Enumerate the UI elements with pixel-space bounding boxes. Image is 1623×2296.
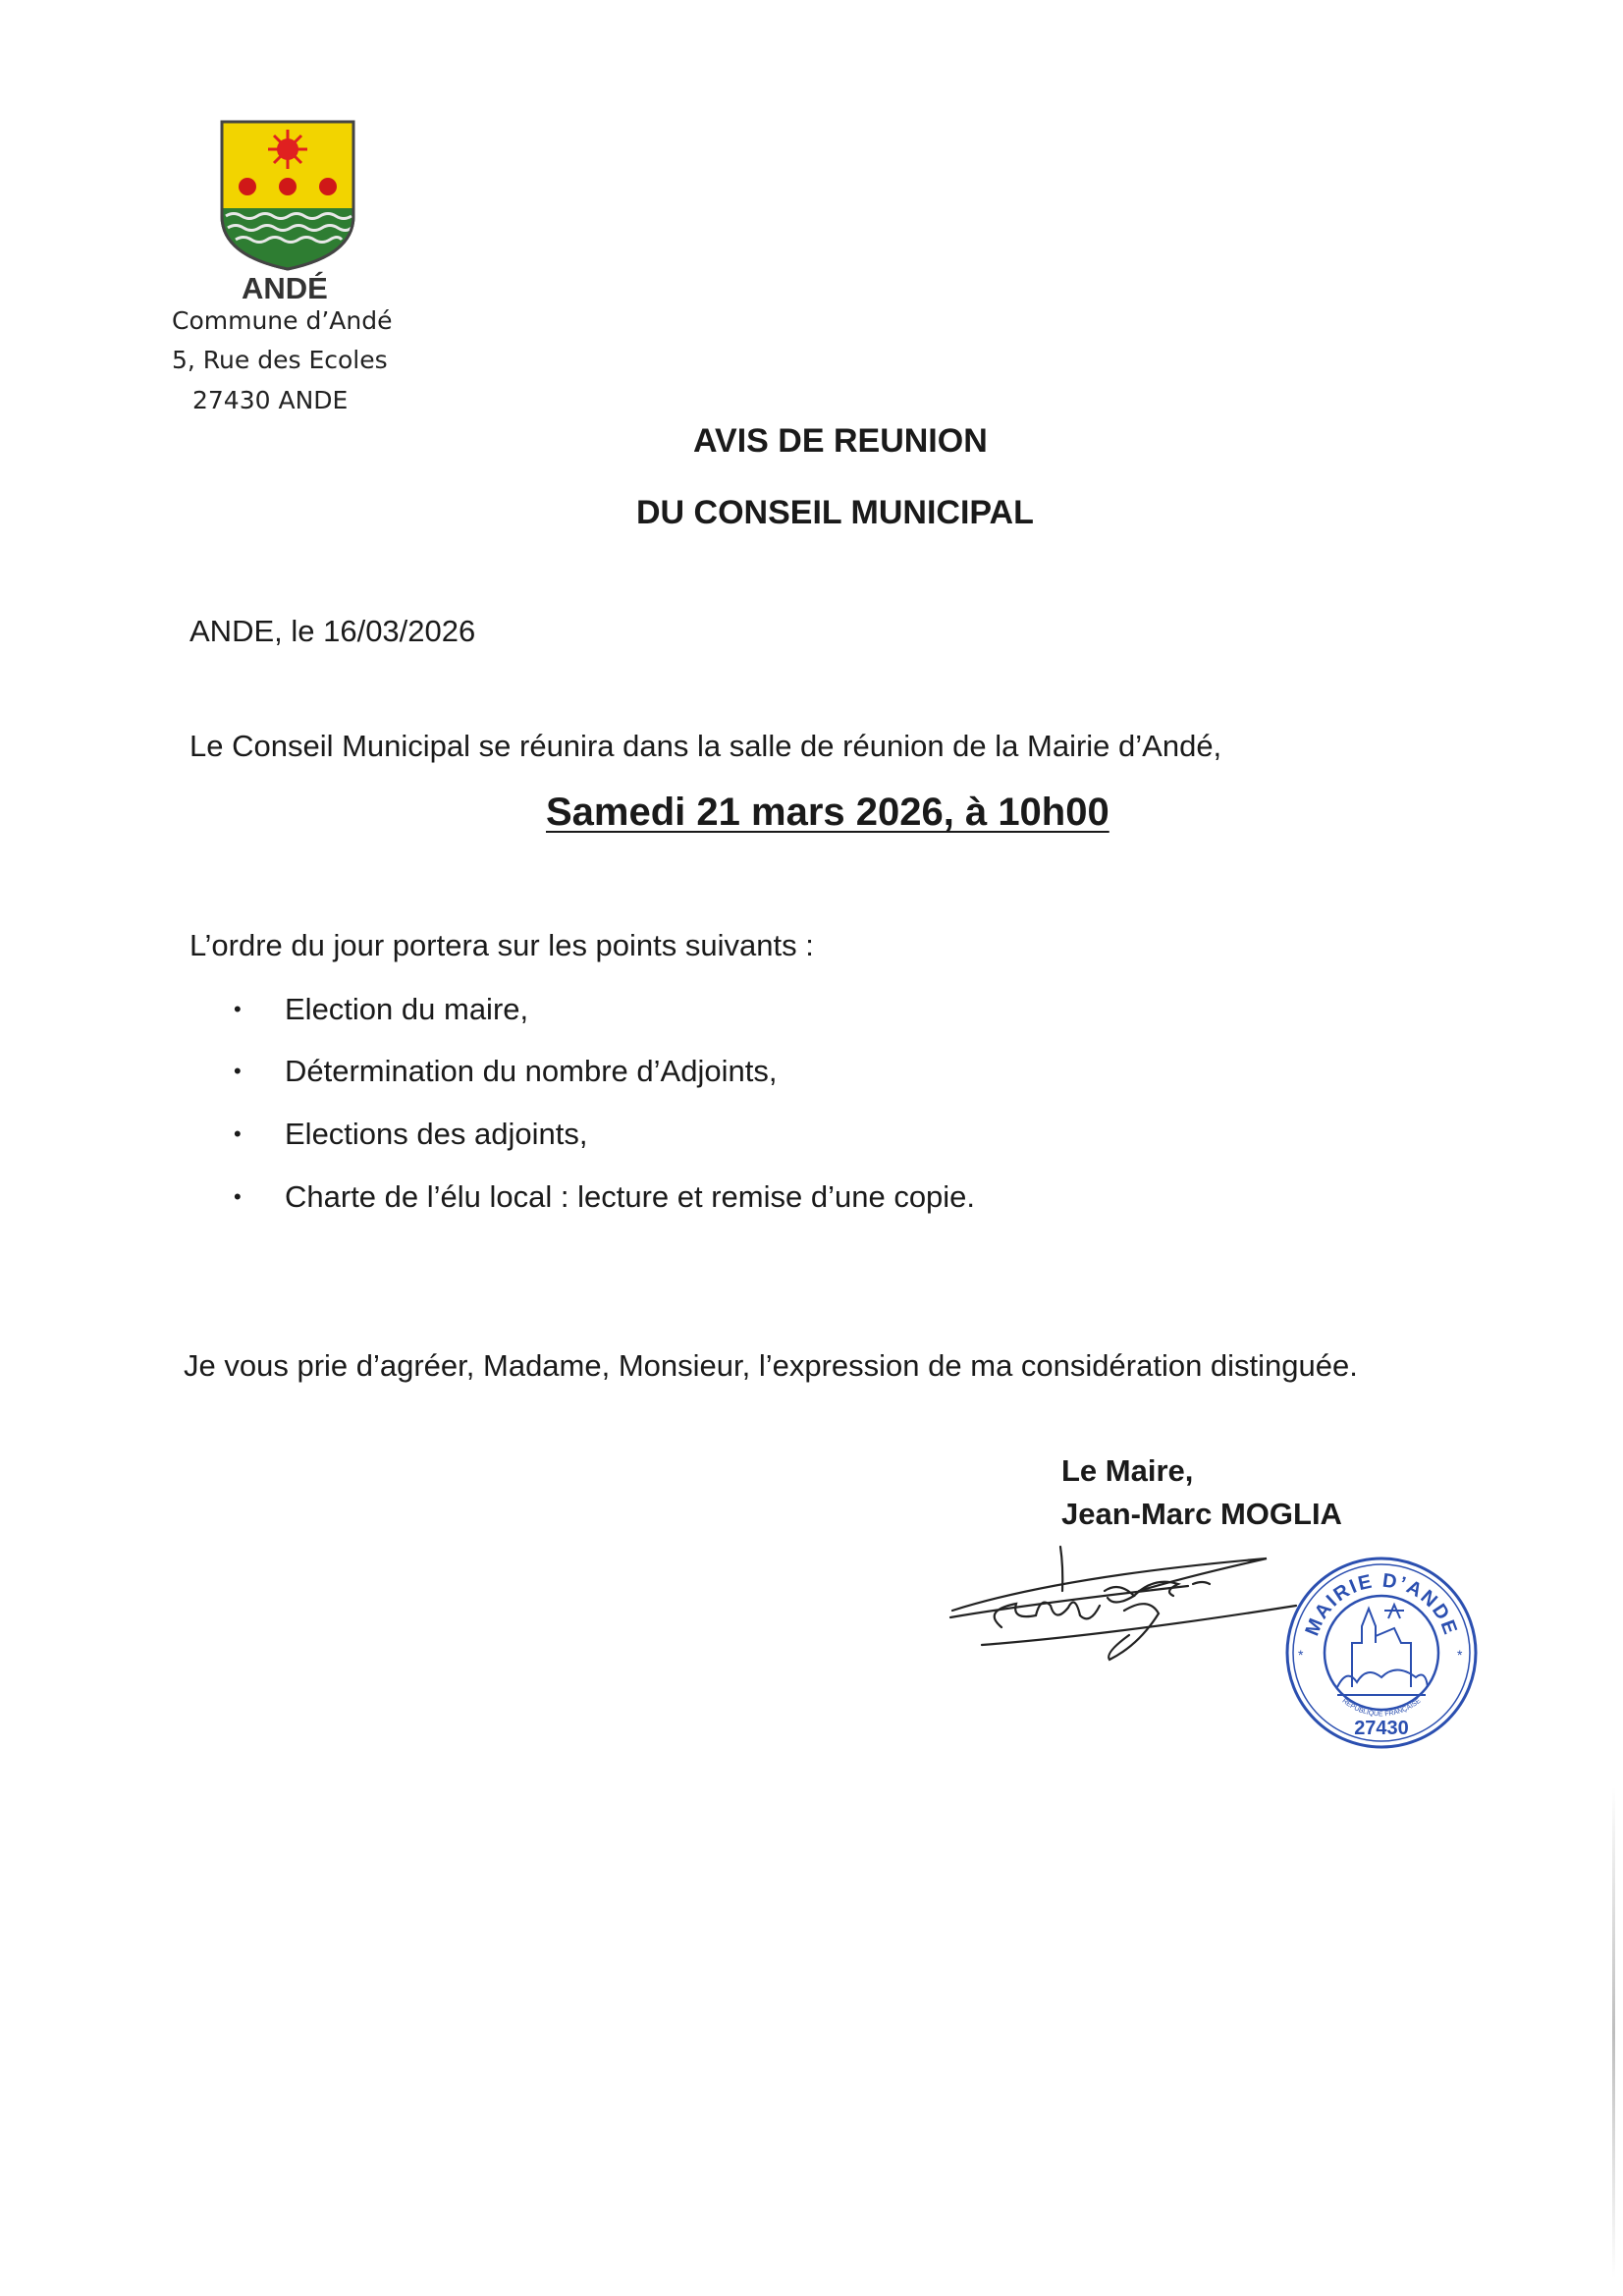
bullet-icon: • (234, 996, 242, 1021)
agenda-item-text: Elections des adjoints, (285, 1117, 588, 1151)
bullet-icon: • (234, 1183, 242, 1209)
coat-of-arms-icon (218, 118, 357, 273)
date-line: ANDE, le 16/03/2026 (189, 614, 476, 648)
agenda-item (234, 1054, 777, 1089)
address-line-commune: Commune d’Andé (172, 306, 393, 335)
agenda-item-text: Charte de l’élu local : lecture et remise d’une copie. (285, 1179, 976, 1214)
svg-text:27430: 27430 (1354, 1718, 1409, 1739)
agenda-item (234, 1179, 975, 1215)
svg-text:*: * (1457, 1647, 1463, 1663)
address-line-postal: 27430 ANDE (192, 386, 349, 414)
agenda-item (234, 992, 528, 1027)
document-title-line1: AVIS DE REUNION (693, 422, 988, 460)
signatory-title: Le Maire, (1061, 1453, 1194, 1488)
commune-name: ANDÉ (242, 271, 328, 305)
handwritten-signature-icon (943, 1537, 1316, 1674)
agenda-intro: L’ordre du jour portera sur les points suivants : (189, 928, 814, 962)
svg-text:*: * (1298, 1647, 1304, 1663)
signatory-name: Jean-Marc MOGLIA (1061, 1497, 1342, 1531)
svg-text:MAIRIE D’ANDE: MAIRIE D’ANDE (1301, 1569, 1462, 1639)
agenda-item-text: Détermination du nombre d’Adjoints, (285, 1054, 778, 1088)
municipal-stamp-icon (1278, 1550, 1485, 1756)
scan-edge-line (1612, 1787, 1615, 2278)
agenda-item-text: Election du maire, (285, 992, 529, 1026)
bullet-icon: • (234, 1121, 242, 1146)
closing-formula: Je vous prie d’agréer, Madame, Monsieur, l’expression de ma considération distinguée. (184, 1348, 1358, 1383)
intro-paragraph: Le Conseil Municipal se réunira dans la salle de réunion de la Mairie d’Andé, (189, 729, 1222, 763)
address-line-street: 5, Rue des Ecoles (172, 346, 388, 374)
meeting-date: Samedi 21 mars 2026, à 10h00 (546, 791, 1109, 834)
agenda-item (234, 1117, 587, 1152)
svg-text:RÉPUBLIQUE FRANÇAISE: RÉPUBLIQUE FRANÇAISE (1340, 1697, 1423, 1719)
document-title-line2: DU CONSEIL MUNICIPAL (636, 494, 1034, 531)
bullet-icon: • (234, 1058, 242, 1083)
